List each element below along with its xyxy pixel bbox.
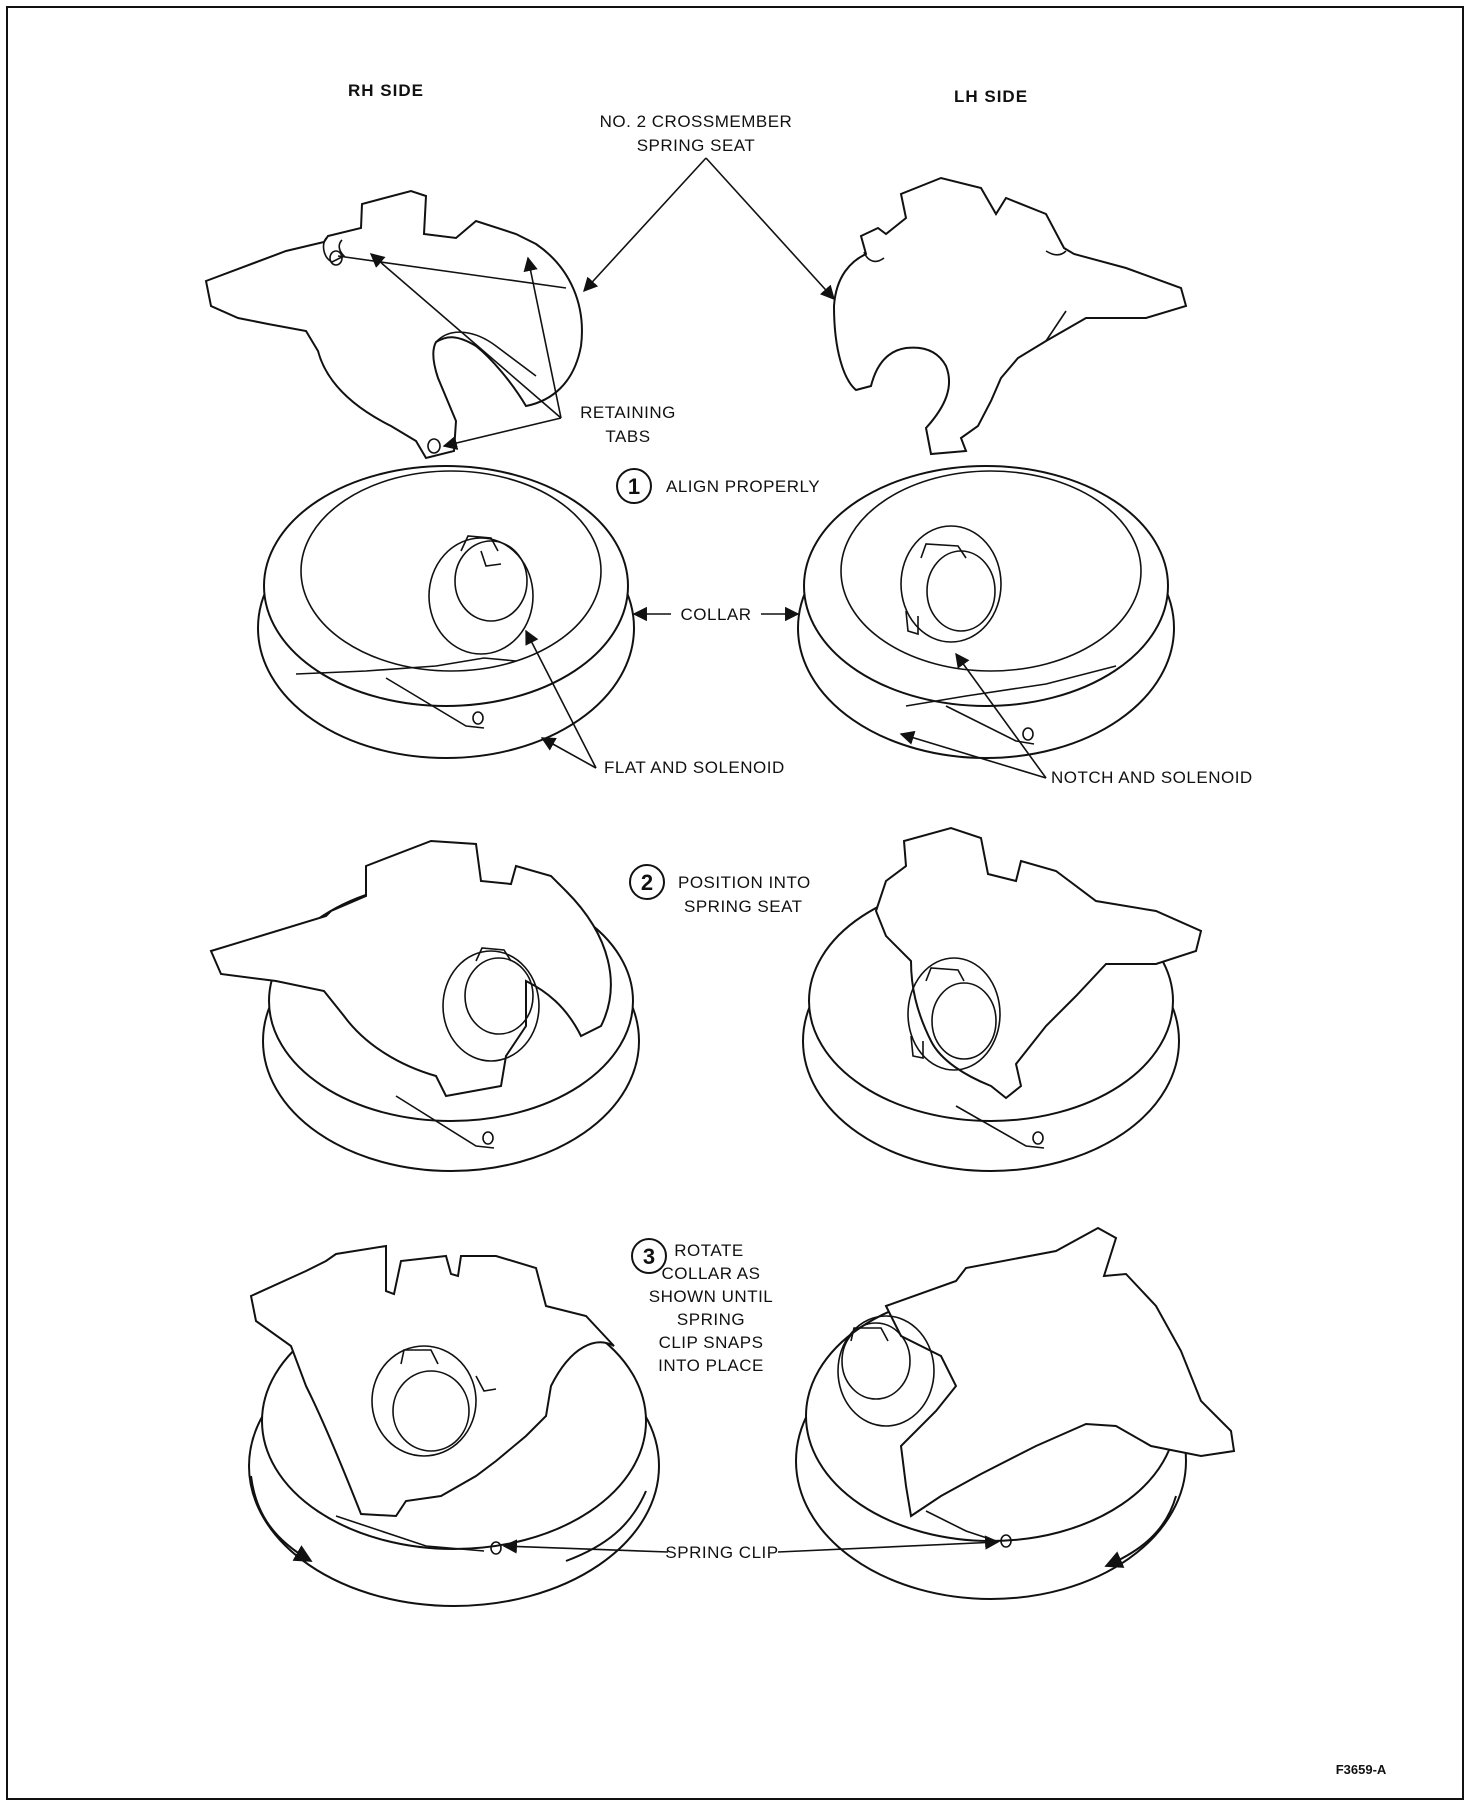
step-3-text-line6: INTO PLACE [658, 1356, 764, 1375]
lh-collar-row2 [803, 828, 1201, 1171]
rh-spring-seat [206, 191, 582, 458]
spring-seat-arrow-rh [584, 158, 706, 291]
step-2 [630, 865, 811, 916]
step-3 [632, 1239, 773, 1375]
notch-and-solenoid-label: NOTCH AND SOLENOID [1051, 768, 1253, 787]
spring-clip-label: SPRING CLIP [665, 1543, 779, 1562]
step-3-text-line1: ROTATE [674, 1241, 744, 1260]
step-1 [617, 469, 820, 503]
diagram-frame [6, 6, 1466, 1802]
retaining-tabs-label-line2: TABS [605, 427, 651, 446]
spring-seat-arrow-lh [706, 158, 834, 299]
step-2-text-line1: POSITION INTO [678, 873, 811, 892]
lh-collar-row1 [798, 466, 1174, 758]
lh-spring-seat [834, 178, 1186, 454]
flat-and-solenoid-label: FLAT AND SOLENOID [604, 758, 785, 777]
figure-id: F3659-A [1335, 1762, 1387, 1777]
collar-installation-diagram [6, 6, 1466, 1802]
step-2-text-line2: SPRING SEAT [684, 897, 803, 916]
rh-collar-row1 [258, 466, 634, 758]
rh-collar-row2 [211, 841, 639, 1171]
step-2-number: 2 [640, 870, 654, 895]
step-3-text-line4: SPRING [676, 1310, 746, 1329]
step-3-text-line3: SHOWN UNTIL [648, 1287, 774, 1306]
step-3-text-line5: CLIP SNAPS [658, 1333, 764, 1352]
rh-side-header: RH SIDE [348, 81, 424, 100]
spring-seat-label-line1: NO. 2 CROSSMEMBER [599, 112, 793, 131]
lh-side-header: LH SIDE [953, 87, 1029, 106]
retaining-tabs-label-line1: RETAINING [580, 403, 676, 422]
step-1-number: 1 [627, 474, 641, 499]
step-1-text-line1: ALIGN PROPERLY [666, 477, 821, 496]
collar-label: COLLAR [680, 605, 752, 624]
retaining-tab-arrow-3 [444, 418, 561, 446]
rh-collar-row3 [249, 1246, 659, 1606]
step-3-number: 3 [642, 1244, 656, 1269]
lh-collar-row3 [796, 1228, 1234, 1599]
spring-seat-label-line2: SPRING SEAT [636, 136, 756, 155]
step-3-text-line2: COLLAR AS [661, 1264, 761, 1283]
